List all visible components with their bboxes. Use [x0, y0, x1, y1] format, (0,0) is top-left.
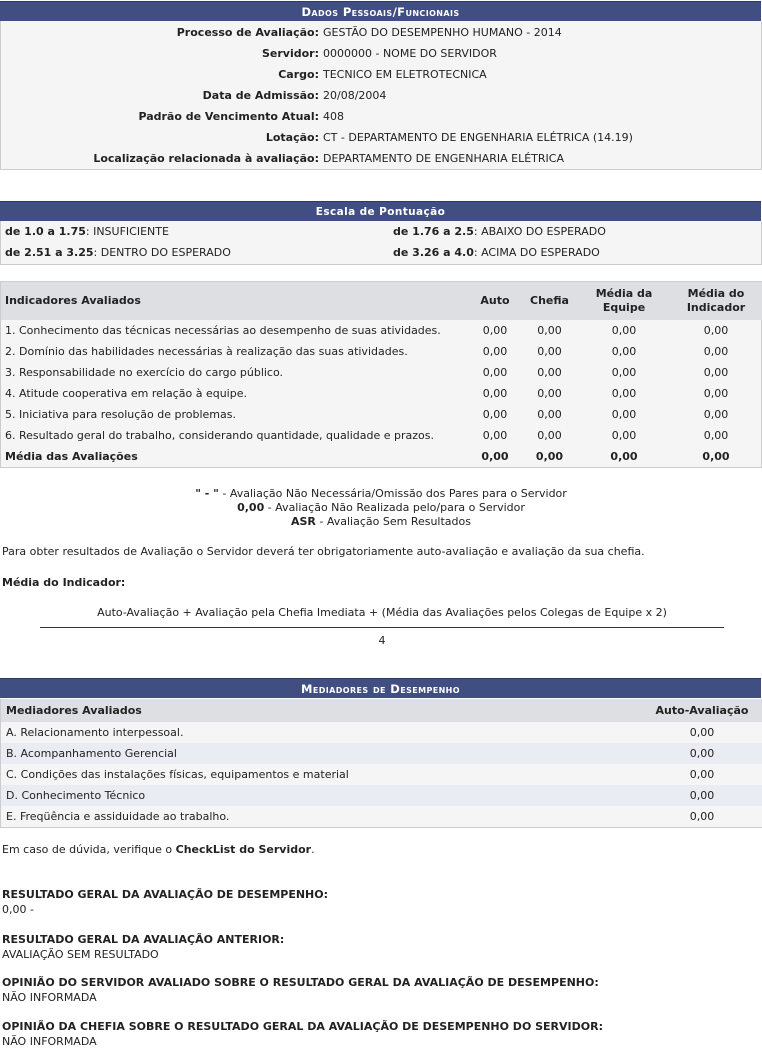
scale-caption: Escala de Pontuação [0, 201, 761, 221]
mediator-value: 0,00 [642, 806, 762, 827]
indicator-media: 0,00 [703, 429, 729, 442]
legend-item-omissao: " - " - Avaliação Não Necessária/Omissão dos Pares para o Servidor [195, 487, 567, 500]
col-auto-avaliacao: Auto-Avaliação [642, 699, 762, 722]
mediator-value: 0,00 [642, 764, 762, 785]
indicator-chefia: 0,00 [537, 345, 562, 358]
formula-denominator: 4 [378, 634, 386, 647]
field-value-lotacao: CT - DEPARTAMENTO DE ENGENHARIA ELÉTRICA (14.19) [323, 131, 633, 144]
indicator-chefia: 0,00 [537, 387, 562, 400]
footer-chefia: 0,00 [535, 450, 564, 463]
indicator-media: 0,00 [703, 345, 729, 358]
indicator-name: 3. Responsabilidade no exercício do cargo público. [5, 366, 284, 379]
field-label-localizacao: Localização relacionada à avaliação: [93, 152, 319, 165]
indicator-name: 6. Resultado geral do trabalho, considerando quantidade, qualidade e prazos. [5, 429, 435, 442]
col-media-indicador: Média do Indicador [670, 282, 762, 320]
note-text: Para obter resultados de Avaliação o Servidor deverá ter obrigatoriamente auto-avaliação e avaliação da sua chefia. [2, 545, 645, 558]
checklist-line [2, 843, 315, 856]
scale-item-abaixo: de 1.76 a 2.5: ABAIXO DO ESPERADO [393, 225, 606, 238]
formula-title: Média do Indicador: [2, 576, 126, 589]
checklist-prefix: Em caso de dúvida, verifique o [2, 843, 176, 856]
table-row [1, 320, 762, 341]
indicator-auto: 0,00 [482, 324, 508, 337]
legend [0, 487, 762, 529]
indicators-panel [0, 281, 762, 468]
scale-panel [0, 221, 762, 265]
indicator-auto: 0,00 [482, 366, 508, 379]
opiniao-servidor-value: NÃO INFORMADA [2, 991, 97, 1004]
footer-equipe: 0,00 [610, 450, 638, 463]
col-mediadores: Mediadores Avaliados [1, 699, 642, 722]
field-label-processo: Processo de Avaliação: [176, 26, 319, 39]
indicator-auto: 0,00 [482, 387, 508, 400]
indicator-equipe: 0,00 [611, 366, 637, 379]
field-label-lotacao: Lotação: [265, 131, 319, 144]
table-row [1, 743, 762, 764]
mediators-table [1, 699, 762, 827]
indicator-name: 4. Atitude cooperativa em relação à equipe. [5, 387, 247, 400]
legend-item-nao-realizada: 0,00 - Avaliação Não Realizada pelo/para o Servidor [237, 501, 525, 514]
table-row [1, 425, 762, 446]
indicator-auto: 0,00 [482, 408, 508, 421]
mediator-value: 0,00 [642, 722, 762, 743]
indicators-footer-row [1, 446, 762, 467]
scale-item-insuficiente: de 1.0 a 1.75: INSUFICIENTE [5, 225, 169, 238]
mediator-name: D. Conhecimento Técnico [1, 785, 642, 806]
mediator-name: A. Relacionamento interpessoal. [1, 722, 642, 743]
opiniao-chefia-value: NÃO INFORMADA [2, 1035, 97, 1048]
indicator-equipe: 0,00 [611, 408, 637, 421]
indicator-chefia: 0,00 [537, 324, 562, 337]
field-value-padrao: 408 [323, 110, 344, 123]
mediators-header-row [1, 699, 762, 722]
checklist-suffix: . [311, 843, 315, 856]
footer-auto: 0,00 [481, 450, 509, 463]
field-label-cargo: Cargo: [278, 68, 319, 81]
field-label-servidor: Servidor: [261, 47, 319, 60]
result-geral-value: 0,00 - [2, 903, 34, 916]
mediators-panel [0, 699, 762, 828]
table-row [1, 806, 762, 827]
col-indicadores: Indicadores Avaliados [1, 282, 469, 320]
indicator-equipe: 0,00 [611, 429, 637, 442]
indicator-name: 1. Conhecimento das técnicas necessárias ao desempenho de suas atividades. [5, 324, 441, 337]
footer-label: Média das Avaliações [5, 450, 138, 463]
indicator-media: 0,00 [703, 366, 729, 379]
result-anterior-value: AVALIAÇÃO SEM RESULTADO [2, 948, 159, 961]
table-row [1, 341, 762, 362]
table-row [1, 362, 762, 383]
checklist-link[interactable]: CheckList do Servidor [175, 843, 312, 856]
mediator-value: 0,00 [642, 785, 762, 806]
indicator-name: 2. Domínio das habilidades necessárias à realização das suas atividades. [5, 345, 408, 358]
personal-panel [0, 21, 762, 170]
field-value-cargo: TECNICO EM ELETROTECNICA [323, 68, 487, 81]
indicators-header-row [1, 282, 762, 320]
result-geral-label: RESULTADO GERAL DA AVALIAÇÃO DE DESEMPENHO: [2, 888, 329, 901]
table-row [1, 785, 762, 806]
indicator-name: 5. Iniciativa para resolução de problemas. [5, 408, 236, 421]
scale-item-acima: de 3.26 a 4.0: ACIMA DO ESPERADO [393, 246, 600, 259]
mediator-value: 0,00 [642, 743, 762, 764]
indicator-equipe: 0,00 [611, 324, 637, 337]
indicator-media: 0,00 [703, 408, 729, 421]
table-row [1, 764, 762, 785]
opiniao-chefia-label: OPINIÃO DA CHEFIA SOBRE O RESULTADO GERAL DA AVALIAÇÃO DE DESEMPENHO DO SERVIDOR: [2, 1020, 603, 1033]
table-row [1, 404, 762, 425]
indicator-auto: 0,00 [482, 345, 508, 358]
indicator-chefia: 0,00 [537, 408, 562, 421]
mediator-name: B. Acompanhamento Gerencial [1, 743, 642, 764]
table-row [1, 383, 762, 404]
legend-item-asr: ASR - Avaliação Sem Resultados [290, 515, 471, 528]
mediator-name: E. Freqüência e assiduidade ao trabalho. [1, 806, 642, 827]
indicator-auto: 0,00 [482, 429, 508, 442]
indicator-chefia: 0,00 [537, 366, 562, 379]
table-row [1, 722, 762, 743]
formula-numerator: Auto-Avaliação + Avaliação pela Chefia Imediata + (Média das Avaliações pelos Colegas de Equipe x 2) [97, 606, 667, 619]
indicator-chefia: 0,00 [537, 429, 562, 442]
field-label-padrao: Padrão de Vencimento Atual: [138, 110, 319, 123]
col-auto: Auto [469, 282, 521, 320]
field-value-localizacao: DEPARTAMENTO DE ENGENHARIA ELÉTRICA [323, 152, 564, 165]
personal-caption: Dados Pessoais/Funcionais [0, 1, 761, 21]
col-media-equipe: Média da Equipe [578, 282, 670, 320]
indicator-media: 0,00 [703, 324, 729, 337]
mediators-caption: Mediadores de Desempenho [0, 678, 761, 698]
field-value-admissao: 20/08/2004 [323, 89, 387, 102]
field-value-processo: GESTÃO DO DESEMPENHO HUMANO - 2014 [323, 26, 562, 39]
opiniao-servidor-label: OPINIÃO DO SERVIDOR AVALIADO SOBRE O RESULTADO GERAL DA AVALIAÇÃO DE DESEMPENHO: [2, 976, 599, 989]
indicator-media: 0,00 [703, 387, 729, 400]
footer-media: 0,00 [702, 450, 730, 463]
indicator-equipe: 0,00 [611, 345, 637, 358]
scale-item-dentro: de 2.51 a 3.25: DENTRO DO ESPERADO [5, 246, 231, 259]
result-anterior-label: RESULTADO GERAL DA AVALIAÇÃO ANTERIOR: [2, 933, 285, 946]
field-value-servidor: 0000000 - NOME DO SERVIDOR [323, 47, 497, 60]
col-chefia: Chefia [521, 282, 578, 320]
field-label-admissao: Data de Admissão: [202, 89, 319, 102]
formula-fraction-line [40, 627, 724, 628]
indicators-table [1, 282, 762, 467]
indicator-equipe: 0,00 [611, 387, 637, 400]
mediator-name: C. Condições das instalações físicas, equipamentos e material [1, 764, 642, 785]
